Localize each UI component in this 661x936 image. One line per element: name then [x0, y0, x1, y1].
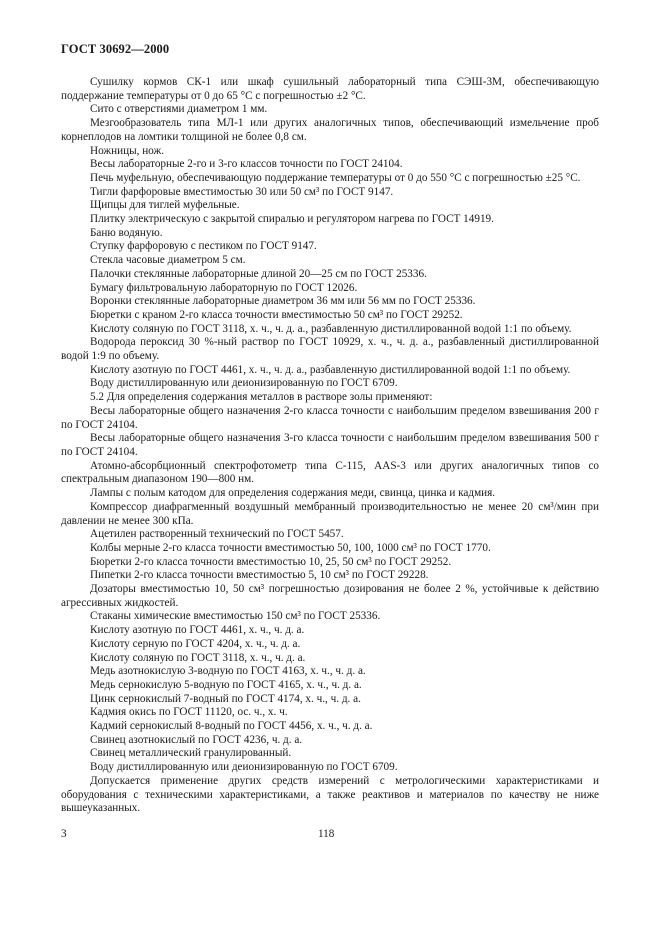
paragraph: Стаканы химические вместимостью 150 см³ по ГОСТ 25336. [90, 610, 381, 623]
paragraph: Медь азотнокислую 3-водную по ГОСТ 4163, х. ч., ч. д. а. [90, 665, 366, 678]
paragraph: Печь муфельную, обеспечивающую поддержание температуры от 0 до 550 °С с погрешностью ±25 °С. [90, 171, 581, 184]
paragraph: Воронки стеклянные лабораторные диаметром 36 мм или 56 мм по ГОСТ 25336. [90, 295, 476, 308]
paragraph: Кислоту азотную по ГОСТ 4461, х. ч., ч. д. а., разбавленную дистиллированной водой 1:1 по объему. [90, 363, 571, 376]
paragraph: Кадмий сернокислый 8-водный по ГОСТ 4456, х. ч., ч. д. а. [90, 720, 373, 733]
paragraph: Цинк сернокислый 7-водный по ГОСТ 4174, х. ч., ч. д. а. [90, 692, 361, 705]
document-body [61, 76, 599, 816]
paragraph: Свинец металлический гранулированный. [90, 747, 292, 760]
footer-section-number: 3 [61, 828, 67, 840]
paragraph: Кислоту серную по ГОСТ 4204, х. ч., ч. д. а. [90, 637, 301, 650]
paragraph: Щипцы для тиглей муфельные. [90, 199, 240, 212]
paragraph: Кислоту соляную по ГОСТ 3118, х. ч., ч. д. а., разбавленную дистиллированной водой 1:1 по объему. [90, 322, 572, 335]
paragraph: Сито с отверстиями диаметром 1 мм. [90, 103, 268, 116]
paragraph: Медь сернокислую 5-водную по ГОСТ 4165, х. ч., ч. д. а. [90, 678, 362, 691]
paragraph: Пипетки 2-го класса точности вместимостью 5, 10 см³ по ГОСТ 29228. [90, 569, 429, 582]
paragraph: Баню водяную. [90, 226, 163, 239]
paragraph: Бумагу фильтровальную лабораторную по ГОСТ 12026. [90, 281, 358, 294]
paragraph: Воду дистиллированную или деионизированную по ГОСТ 6709. [90, 377, 398, 390]
paragraph: Палочки стеклянные лабораторные длиной 20—25 см по ГОСТ 25336. [90, 267, 427, 280]
paragraph: Дозаторы вместимостью 10, 50 см³ погрешностью дозирования не более 2 %, устойчивые к действию агрессивных жидкостей. [61, 583, 599, 609]
paragraph: Лампы с полым катодом для определения содержания меди, свинца, цинка и кадмия. [90, 487, 496, 500]
paragraph: Сушилку кормов СК-1 или шкаф сушильный лабораторный типа СЭШ-3М, обеспечивающую поддержание температуры от 0 до 65 °С с погрешностью ±2 °С. [61, 76, 599, 102]
paragraph: Бюретки с краном 2-го класса точности вместимостью 50 см³ по ГОСТ 29252. [90, 308, 463, 321]
document-header: ГОСТ 30692—2000 [61, 42, 170, 56]
paragraph: Кислоту азотную по ГОСТ 4461, х. ч., ч. д. а. [90, 624, 305, 637]
paragraph: Тигли фарфоровые вместимостью 30 или 50 см³ по ГОСТ 9147. [90, 185, 394, 198]
paragraph: Весы лабораторные 2-го и 3-го классов точности по ГОСТ 24104. [90, 158, 403, 171]
paragraph: Допускается применение других средств измерений с метрологическими характеристиками и оборудования с техническими характеристиками, а также реактивов и материалов по качеству не ниже вышеуказанных. [61, 774, 599, 815]
paragraph: Ступку фарфоровую с пестиком по ГОСТ 9147. [90, 240, 317, 253]
paragraph: 5.2 Для определения содержания металлов в растворе золы применяют: [90, 391, 433, 404]
paragraph: Плитку электрическую с закрытой спиралью и регулятором нагрева по ГОСТ 14919. [90, 213, 494, 226]
paragraph: Кислоту соляную по ГОСТ 3118, х. ч., ч. д. а. [90, 651, 306, 664]
paragraph: Водорода пероксид 30 %-ный раствор по ГОСТ 10929, х. ч., ч. д. а., разбавленный дистиллированной водой 1:9 по объему. [61, 336, 599, 363]
paragraph: Колбы мерные 2-го класса точности вместимостью 50, 100, 1000 см³ по ГОСТ 1770. [90, 541, 491, 554]
paragraph: Ацетилен растворенный технический по ГОСТ 5457. [90, 528, 344, 541]
paragraph: Весы лабораторные общего назначения 3-го класса точности с наибольшим пределом взвешивания 500 г по ГОСТ 24104. [61, 432, 599, 458]
paragraph: Весы лабораторные общего назначения 2-го класса точности с наибольшим пределом взвешивания 200 г по ГОСТ 24104. [61, 404, 599, 431]
page-number: 118 [318, 828, 335, 840]
paragraph: Стекла часовые диаметром 5 см. [90, 254, 246, 267]
paragraph: Свинец азотнокислый по ГОСТ 4236, ч. д. а. [90, 733, 303, 746]
paragraph: Бюретки 2-го класса точности вместимостью 10, 25, 50 см³ по ГОСТ 29252. [90, 555, 452, 568]
paragraph: Атомно-абсорбционный спектрофотометр типа С-115, AAS-3 или других аналогичных типов со спектральным диапазоном 190—800 нм. [61, 459, 599, 486]
paragraph: Ножницы, нож. [90, 144, 165, 157]
paragraph: Кадмия окись по ГОСТ 11120, ос. ч., х. ч. [90, 706, 288, 719]
paragraph: Воду дистиллированную или деионизированную по ГОСТ 6709. [90, 761, 398, 774]
paragraph: Компрессор диафрагменный воздушный мембранный производительностью не менее 20 см³/мин при давлении не менее 300 кПа. [61, 500, 599, 527]
paragraph: Мезгообразователь типа МЛ-1 или других аналогичных типов, обеспечивающий измельчение проб корнеплодов на ломтики толщиной не более 0,8 см. [61, 117, 599, 143]
